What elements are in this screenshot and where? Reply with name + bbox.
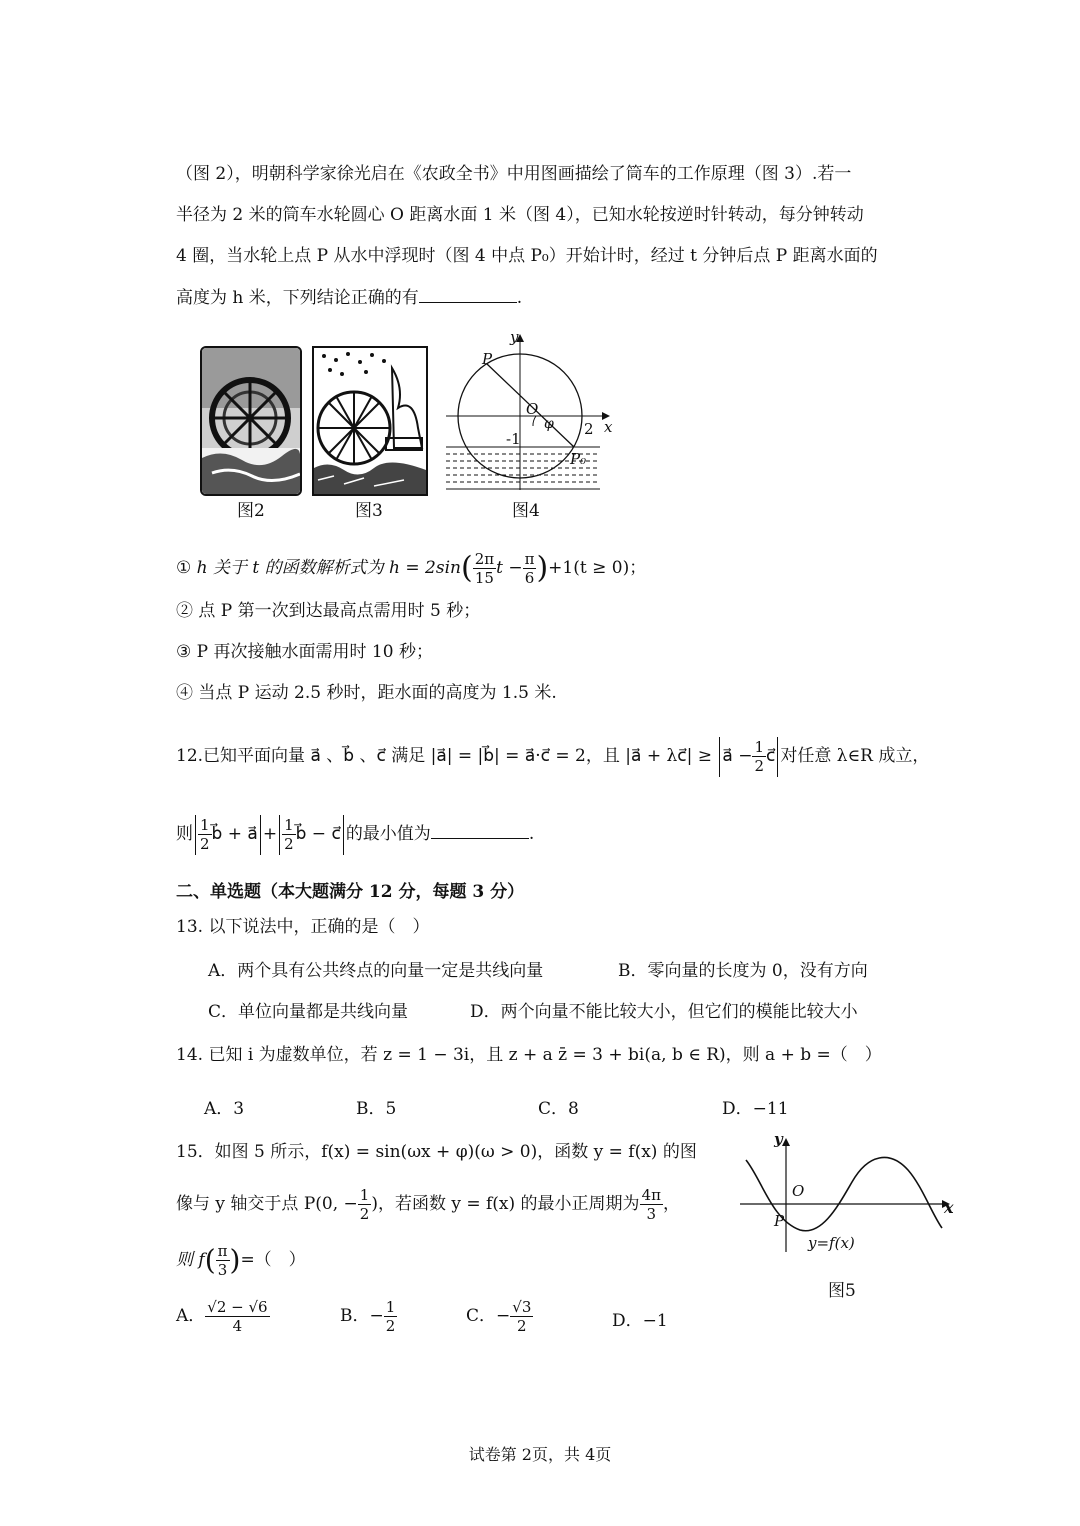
q12-l2-plus: + <box>262 824 278 844</box>
q13-stem: 13. 以下说法中，正确的是（ ） <box>176 917 430 937</box>
statement-3 <box>176 641 433 663</box>
q15-a-label: A． <box>176 1306 206 1326</box>
q14-stem: 14. 已知 i 为虚数单位，若 z = 1 − 3i，且 z + a z̄ = 3 + bi(a, b ∈ R)，则 a + b =（ ） <box>176 1045 882 1065</box>
q15-c-num: √3 <box>512 1298 532 1316</box>
q15-c-den: 2 <box>517 1317 527 1335</box>
figure-4-diagram <box>440 330 620 495</box>
q13-option-b[interactable]: B．零向量的长度为 0，没有方向 <box>618 961 868 981</box>
figure-2-image <box>200 346 302 496</box>
q13-option-a[interactable]: A．两个具有公共终点的向量一定是共线向量 <box>208 961 544 981</box>
statement-3-num: ③ <box>176 642 192 662</box>
q12-l2-frac2-num: 1 <box>284 816 294 834</box>
q15-period-num: 4π <box>641 1186 661 1204</box>
statement-1-num: ① <box>176 558 192 578</box>
q12-l2-frac1-num: 1 <box>200 816 210 834</box>
q15-a-den: 4 <box>232 1317 243 1335</box>
q15-a-num: √2 − √6 <box>207 1298 268 1316</box>
q15-option-a[interactable] <box>176 1296 270 1336</box>
q12-l2-pre: 则 <box>176 824 193 844</box>
statement-4-text: 当点 P 运动 2.5 秒时，距水面的高度为 1.5 米. <box>198 683 557 703</box>
q12-l2-end: . <box>528 824 535 844</box>
q15-l3-num: π <box>217 1242 228 1260</box>
fig4-label-x: x <box>604 418 613 436</box>
intro-line-4-text: 高度为 h 米，下列结论正确的有 <box>176 288 419 308</box>
figure-5-caption: 图5 <box>828 1281 856 1301</box>
q15-option-b[interactable] <box>340 1296 397 1336</box>
q12-mid-c: c⃗ <box>766 746 776 766</box>
fig5-label-P: P <box>774 1212 785 1230</box>
s1-frac2-num: π <box>524 550 535 568</box>
q15-l3-pre: 则 f <box>176 1250 205 1270</box>
q15-pt-den: 2 <box>359 1205 370 1223</box>
q15-line-2 <box>176 1184 680 1224</box>
q12-line-2 <box>176 812 534 856</box>
fig4-label-phi: φ <box>544 416 554 432</box>
q12-l2-post: 的最小值为 <box>345 824 431 844</box>
q15-l2-point: (0, − <box>315 1194 358 1214</box>
intro-line-2: 半径为 2 米的筒车水轮圆心 O 距离水面 1 米（图 4），已知水轮按逆时针转动，每分钟转动 <box>176 205 864 225</box>
q15-option-d[interactable]: D．−1 <box>612 1311 668 1331</box>
q15-b-num: 1 <box>385 1298 396 1316</box>
fig4-label-two: 2 <box>584 420 594 438</box>
q15-period-den: 3 <box>646 1205 657 1223</box>
statement-1: ① h 关于 t 的函数解析式为 h = 2sin( $\frac{2\pi}{15}$ t − $\frac{\pi}{6}$ )+1(t ≥ 0)； <box>176 550 647 587</box>
q12-pre: 12.已知平面向量 a⃗ 、b⃗ 、c⃗ 满足 |a⃗| = |b⃗| = a⃗·c⃗ = 2，且 |a⃗ + λc⃗| ≥ <box>176 746 718 766</box>
q12-post: 对任意 λ∈R 成立， <box>780 746 930 766</box>
s1-frac1-num: 2π <box>474 550 495 568</box>
q12-mid-a: a⃗ − <box>722 746 753 766</box>
figure-5-diagram <box>740 1132 960 1262</box>
fig5-label-curve: y=f(x) <box>808 1234 855 1252</box>
q12-l2-term1: b⃗ + a⃗ <box>211 824 258 844</box>
q15-l2-end: ， <box>662 1194 680 1214</box>
q12-l2-term2: b⃗ − c⃗ <box>295 824 341 844</box>
fig5-label-y: y <box>774 1130 783 1148</box>
q13-option-d[interactable]: D．两个向量不能比较大小，但它们的模能比较大小 <box>470 1002 858 1022</box>
statement-1-post: +1(t ≥ 0)； <box>548 558 647 578</box>
water-wheel-photo-icon <box>202 348 300 494</box>
q15-line-3: 则 f( $\frac{\pi}{3}$ )=（ ） <box>176 1242 306 1279</box>
figure-3-caption: 图3 <box>355 501 383 521</box>
q12-frac-den: 2 <box>754 757 764 775</box>
q15-l3-post: =（ ） <box>240 1250 306 1270</box>
statement-1-pre: h 关于 t 的函数解析式为 h = 2sin <box>196 558 461 578</box>
q15-c-label: C．− <box>466 1306 511 1326</box>
q15-option-c[interactable] <box>466 1296 533 1336</box>
q13-option-c[interactable]: C．单位向量都是共线向量 <box>208 1002 409 1022</box>
statement-2-num: ② <box>176 601 193 621</box>
intro-line-4-end: . <box>516 288 523 308</box>
statement-3-text: P 再次接触水面需用时 10 秒； <box>196 642 433 662</box>
figure-4-caption: 图4 <box>512 501 540 521</box>
statement-2-text: 点 P 第一次到达最高点需用时 5 秒； <box>198 601 481 621</box>
q15-l2-mid: ，若函数 y = f(x) 的最小正周期为 <box>377 1194 640 1214</box>
q14-option-a[interactable]: A．3 <box>204 1099 245 1119</box>
q15-b-label: B．− <box>340 1306 384 1326</box>
answer-blank-12[interactable] <box>431 822 529 839</box>
s1-frac2-den: 6 <box>524 569 535 587</box>
s1-mid: t − <box>496 558 523 578</box>
fig4-label-neg1: -1 <box>506 430 521 448</box>
q15-l2-close: ) <box>371 1194 378 1214</box>
q15-l3-den: 3 <box>217 1261 228 1279</box>
figure-2-caption: 图2 <box>237 501 265 521</box>
q12-l2-frac2-den: 2 <box>284 835 294 853</box>
intro-line-1: （图 2），明朝科学家徐光启在《农政全书》中用图画描绘了筒车的工作原理（图 3）.若一 <box>176 164 852 184</box>
intro-line-4 <box>176 286 522 309</box>
q15-l2-pre: 像与 y 轴交于点 P <box>176 1194 316 1214</box>
figure-3-image <box>312 346 428 496</box>
fig5-label-x: x <box>944 1198 954 1217</box>
q15-pt-num: 1 <box>359 1186 370 1204</box>
section-2-title: 二、单选题（本大题满分 12 分，每题 3 分） <box>176 882 525 902</box>
intro-line-3: 4 圈，当水轮上点 P 从水中浮现时（图 4 中点 P₀）开始计时，经过 t 分钟后点 P 距离水面的 <box>176 246 878 266</box>
q14-option-d[interactable]: D．−11 <box>722 1099 789 1119</box>
q15-b-den: 2 <box>385 1317 396 1335</box>
q14-option-b[interactable]: B．5 <box>356 1099 397 1119</box>
fig4-label-y: y <box>510 328 519 346</box>
fig4-label-P0: P₀ <box>570 450 587 468</box>
statement-4 <box>176 682 557 704</box>
q12-line-1 <box>176 734 929 778</box>
q12-l2-frac1-den: 2 <box>200 835 210 853</box>
q12-frac-num: 1 <box>754 738 764 756</box>
fig5-label-O: O <box>792 1182 805 1200</box>
q15-line-1: 15．如图 5 所示，f(x) = sin(ωx + φ)(ω > 0)，函数 y = f(x) 的图 <box>176 1142 697 1162</box>
woodcut-waterwheel-icon <box>314 348 426 494</box>
page-footer: 试卷第 2页，共 4页 <box>468 1445 612 1464</box>
fig4-label-P: P <box>482 350 493 368</box>
answer-blank-11[interactable] <box>419 286 517 303</box>
statement-4-num: ④ <box>176 683 193 703</box>
fig4-label-O: O <box>526 400 539 418</box>
statement-2 <box>176 600 480 622</box>
q14-option-c[interactable]: C．8 <box>538 1099 579 1119</box>
s1-frac1-den: 15 <box>474 569 494 587</box>
